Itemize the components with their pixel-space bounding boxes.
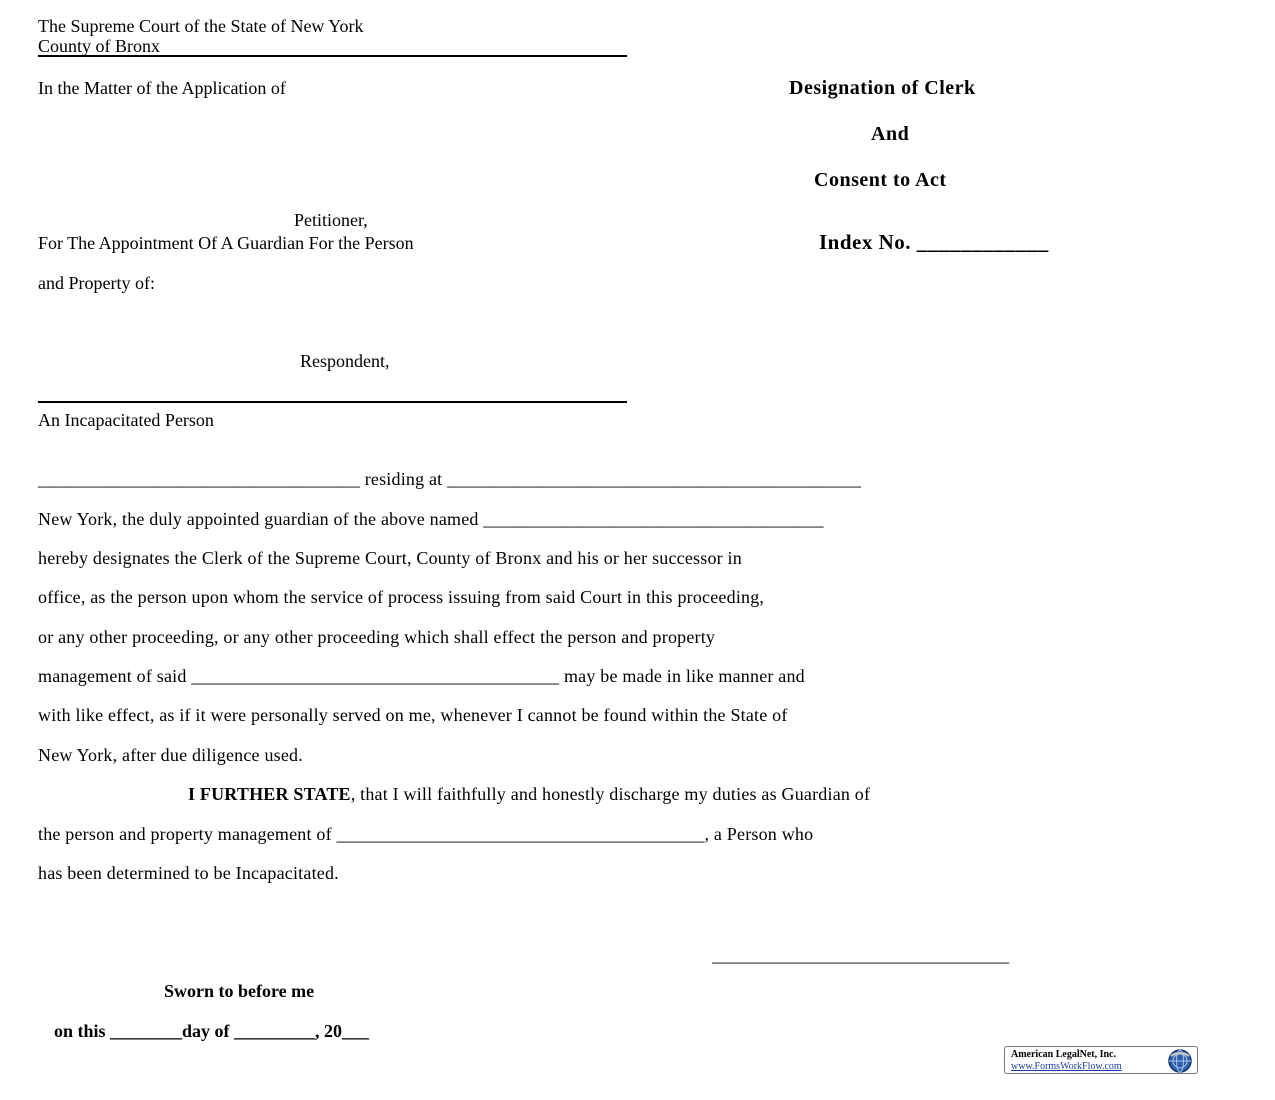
caption-rule	[38, 401, 627, 403]
body-line-7: with like effect, as if it were personally served on me, whenever I cannot be found within the State of	[38, 705, 788, 725]
publisher-name: American LegalNet, Inc.	[1011, 1049, 1116, 1060]
body-line-9	[188, 785, 870, 803]
body-line-11: has been determined to be Incapacitated.	[38, 863, 339, 883]
signature-line[interactable]: _________________________________	[712, 945, 1009, 965]
globe-icon	[1167, 1048, 1193, 1074]
body-line-3: hereby designates the Clerk of the Supreme Court, County of Bronx and his or her successor in	[38, 548, 742, 568]
document-title-consent: Consent to Act	[814, 169, 947, 191]
header-rule	[38, 55, 627, 57]
incapacitated-text: An Incapacitated Person	[38, 410, 214, 430]
appointment-text: For The Appointment Of A Guardian For the Person	[38, 233, 414, 253]
property-text: and Property of:	[38, 273, 155, 293]
further-state-heading: I FURTHER STATE	[188, 784, 351, 804]
body-line-6: management of said ________________________________________ may be made in like manner and	[38, 666, 805, 686]
court-county: County of Bronx	[38, 36, 161, 56]
guardian-name-blank[interactable]: ___________________________________	[38, 469, 360, 489]
index-number-field[interactable]: Index No. ____________	[819, 230, 1049, 254]
petitioner-label: Petitioner,	[294, 210, 368, 230]
document-title: Designation of Clerk	[789, 77, 976, 99]
respondent-label: Respondent,	[300, 351, 390, 371]
matter-text: In the Matter of the Application of	[38, 78, 286, 98]
further-state-text: , that I will faithfully and honestly discharge my duties as Guardian of	[350, 784, 871, 804]
body-line-8: New York, after due diligence used.	[38, 745, 303, 765]
publisher-url-link[interactable]: www.FormsWorkFlow.com	[1011, 1061, 1122, 1072]
publisher-logo	[1004, 1046, 1198, 1074]
residing-at-label: residing at	[364, 469, 443, 489]
address-blank[interactable]: _____________________________________________	[447, 469, 862, 489]
document-title-and: And	[871, 123, 910, 145]
body-line-1	[38, 470, 861, 488]
court-name: The Supreme Court of the State of New York	[38, 16, 364, 36]
sworn-date-line[interactable]: on this ________day of _________, 20___	[54, 1021, 370, 1041]
body-line-4: office, as the person upon whom the service of process issuing from said Court in this proceeding,	[38, 587, 765, 607]
body-line-10: the person and property management of ________________________________________, a Person who	[38, 824, 814, 844]
sworn-heading: Sworn to before me	[164, 981, 315, 1001]
body-line-2: New York, the duly appointed guardian of the above named _____________________________________	[38, 509, 824, 529]
body-line-5: or any other proceeding, or any other proceeding which shall effect the person and property	[38, 627, 716, 647]
